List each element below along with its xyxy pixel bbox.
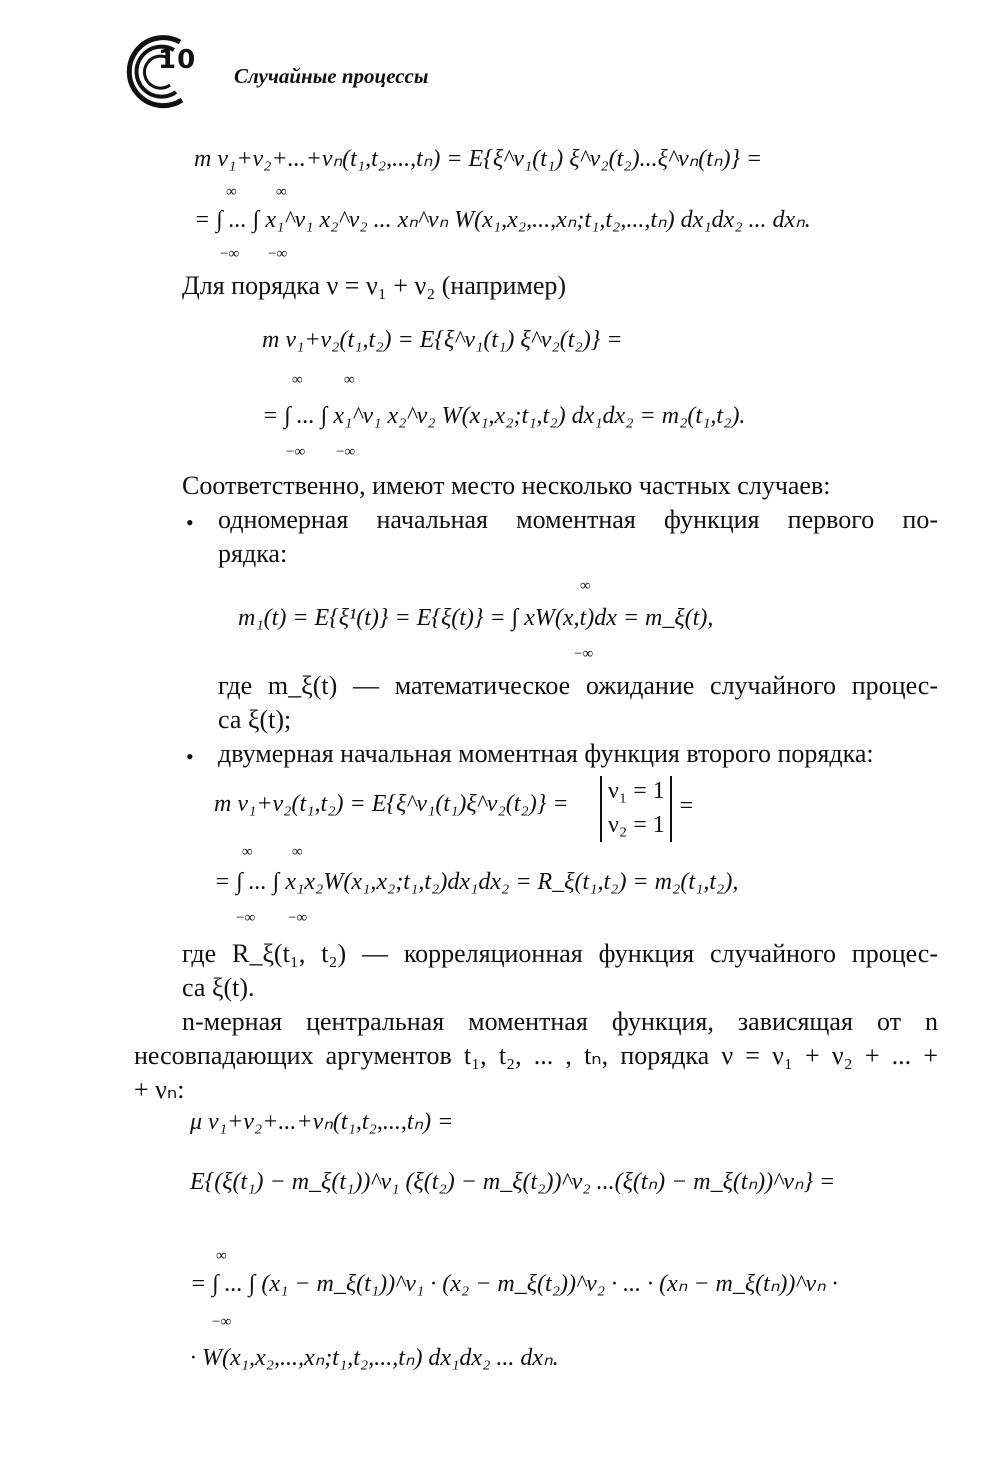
limit-lower: −∞	[286, 444, 306, 460]
formula-5-line-4: · W(x₁,x₂,...,xₙ;t₁,t₂,...,tₙ) dx₁dx₂ ... dxₙ.	[190, 1345, 559, 1371]
central-moment-line-3: + νₙ:	[134, 1075, 185, 1104]
limit-upper: ∞	[292, 844, 303, 860]
limit-lower: −∞	[574, 646, 594, 662]
limit-lower: −∞	[236, 910, 256, 926]
limit-lower: −∞	[288, 910, 308, 926]
limit-upper: ∞	[344, 372, 355, 388]
where-2-line-2: са ξ(t).	[182, 973, 255, 1002]
bullet-1-line-1: одномерная начальная моментная функция первого по-	[218, 505, 938, 534]
formula-1-line-1: m ν₁+ν₂+...+νₙ(t₁,t₂,...,tₙ) = E{ξ^ν₁(t₁) ξ^ν₂(t₂)...ξ^νₙ(tₙ)} =	[194, 146, 763, 172]
limit-upper: ∞	[216, 1248, 227, 1264]
determinant-row-2: ν₂ = 1	[608, 812, 665, 838]
limit-lower: −∞	[268, 246, 288, 262]
formula-5-line-1: μ ν₁+ν₂+...+νₙ(t₁,t₂,...,tₙ) =	[190, 1109, 454, 1135]
cases-intro-text: Соответственно, имеют место несколько частных случаев:	[182, 471, 831, 500]
bullet-2-line-1: двумерная начальная моментная функция второго порядка:	[218, 739, 874, 768]
limit-lower: −∞	[220, 246, 240, 262]
limit-upper: ∞	[226, 184, 237, 200]
formula-4-equals: =	[678, 793, 695, 819]
determinant-row-1: ν₁ = 1	[608, 778, 665, 804]
formula-4-line-1: m ν₁+ν₂(t₁,t₂) = E{ξ^ν₁(t₁)ξ^ν₂(t₂)} =	[214, 791, 569, 817]
where-1-line-1: где m_ξ(t) — математическое ожидание случайного процес-	[218, 671, 938, 700]
order-example-text: Для порядка ν = ν₁ + ν₂ (например)	[182, 271, 567, 300]
formula-5-line-2: E{(ξ(t₁) − m_ξ(t₁))^ν₁ (ξ(t₂) − m_ξ(t₂))^ν₂ ...(ξ(tₙ) − m_ξ(tₙ))^νₙ} =	[190, 1169, 836, 1195]
limit-upper: ∞	[292, 372, 303, 388]
limit-upper: ∞	[276, 184, 287, 200]
limit-lower: −∞	[336, 444, 356, 460]
formula-5-line-3: = ∫ ... ∫ (x₁ − m_ξ(t₁))^ν₁ · (x₂ − m_ξ(t₂))^ν₂ · ... · (xₙ − m_ξ(tₙ))^νₙ ·	[190, 1271, 838, 1297]
bullet-1-line-2: рядка:	[218, 539, 288, 568]
central-moment-line-1: n-мерная центральная моментная функция, зависящая от n	[182, 1007, 938, 1036]
bullet-marker: •	[186, 510, 194, 535]
running-title: Случайные процессы	[234, 64, 429, 88]
where-1-line-2: са ξ(t);	[218, 705, 292, 734]
formula-1-line-2: = ∫ ... ∫ x₁^ν₁ x₂^ν₂ ... xₙ^νₙ W(x₁,x₂,...,xₙ;t₁,t₂,...,tₙ) dx₁dx₂ ... dxₙ.	[194, 207, 811, 233]
page-number: 10	[158, 45, 197, 75]
central-moment-line-2: несовпадающих аргументов t₁, t₂, ... , tₙ, порядка ν = ν₁ + ν₂ + ... +	[134, 1041, 938, 1070]
formula-4-line-2: = ∫ ... ∫ x₁x₂W(x₁,x₂;t₁,t₂)dx₁dx₂ = R_ξ(t₁,t₂) = m₂(t₁,t₂),	[214, 869, 739, 895]
bullet-marker: •	[186, 744, 194, 769]
limit-upper: ∞	[242, 844, 253, 860]
limit-upper: ∞	[580, 578, 591, 594]
formula-2-line-1: m ν₁+ν₂(t₁,t₂) = E{ξ^ν₁(t₁) ξ^ν₂(t₂)} =	[262, 327, 623, 353]
formula-2-line-2: = ∫ ... ∫ x₁^ν₁ x₂^ν₂ W(x₁,x₂;t₁,t₂) dx₁dx₂ = m₂(t₁,t₂).	[262, 403, 746, 429]
where-2-line-1: где R_ξ(t₁, t₂) — корреляционная функция случайного процес-	[182, 939, 938, 968]
limit-lower: −∞	[212, 1314, 232, 1330]
formula-3: m₁(t) = E{ξ¹(t)} = E{ξ(t)} = ∫ xW(x,t)dx = m_ξ(t),	[238, 605, 714, 631]
